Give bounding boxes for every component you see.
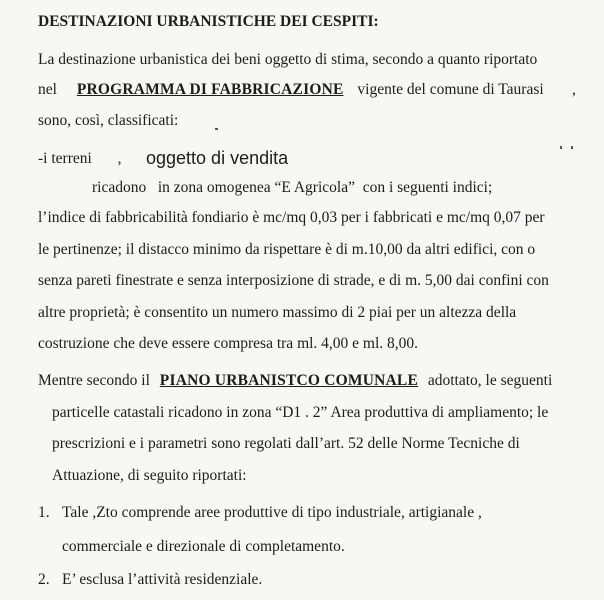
p1-line-6: l’indice di fabbricabilità fondiario è mc/mq 0,03 per i fabbricati e mc/mq 0,07 per [38, 209, 545, 226]
scan-speck [215, 128, 218, 130]
list-item-1-number: 1. [38, 504, 50, 521]
terreni-label: -i terreni [38, 150, 92, 167]
p1-line-4 [38, 149, 122, 169]
p1-line-9: altre proprietà; è consentito un numero massimo di 2 piai per un altezza della [38, 304, 517, 321]
p1-line-2-pre: nel [38, 81, 57, 98]
p1-line-7: le pertinenze; il distacco minimo da rispettare è di m.10,00 da altri edifici, con o [38, 241, 536, 258]
scan-speck [571, 146, 573, 149]
p2-line-1 [38, 371, 578, 391]
p1-line-5: ricadono in zona omogenea “E Agricola” con i seguenti indici; [92, 179, 493, 196]
piano-urbanistico-comunale-title: PIANO URBANISTCO COMUNALE [159, 372, 418, 389]
p2-line-1-post: adottato, le seguenti [427, 372, 553, 389]
p1-line-3: sono, così, classificati: [38, 112, 179, 129]
p2-line-1-pre: Mentre secondo il [38, 372, 150, 389]
scan-speck [560, 146, 562, 149]
list-item-2-number: 2. [38, 571, 50, 588]
p2-line-2: particelle catastali ricadono in zona “D1 . 2” Area produttiva di ampliamento; le [52, 404, 549, 421]
p1-line-10: costruzione che deve essere compresa tra ml. 4,00 e ml. 8,00. [38, 335, 419, 352]
section-heading: DESTINAZIONI URBANISTICHE DEI CESPITI: [38, 13, 379, 30]
p2-line-4: Attuazione, di seguito riportati: [52, 467, 247, 484]
p1-line-1: La destinazione urbanistica dei beni oggetto di stima, secondo a quanto riportato [38, 51, 538, 68]
list-item-1-line-2: commerciale e direzionale di completamento. [62, 538, 345, 555]
p1-line-8: senza pareti finestrate e senza interposizione di strade, e di m. 5,00 dai confini con [38, 272, 549, 289]
inserted-text-oggetto-di-vendita: oggetto di vendita [146, 148, 289, 168]
p2-line-3: prescrizioni e i parametri sono regolati dall’art. 52 delle Norme Tecniche di [52, 435, 520, 452]
p1-line-2-post: vigente del comune di Taurasi [357, 81, 544, 98]
programma-di-fabbricazione-title: PROGRAMMA DI FABBRICAZIONE [76, 81, 344, 98]
p1-line-2 [38, 80, 578, 100]
list-item-1-line-1: Tale ,Zto comprende aree produttive di tipo industriale, artigianale , [62, 504, 482, 521]
list-item-2-line-1: E’ esclusa l’attività residenziale. [62, 571, 263, 588]
p1-line-2-end: , [572, 81, 576, 98]
terreni-comma: , [117, 150, 122, 167]
